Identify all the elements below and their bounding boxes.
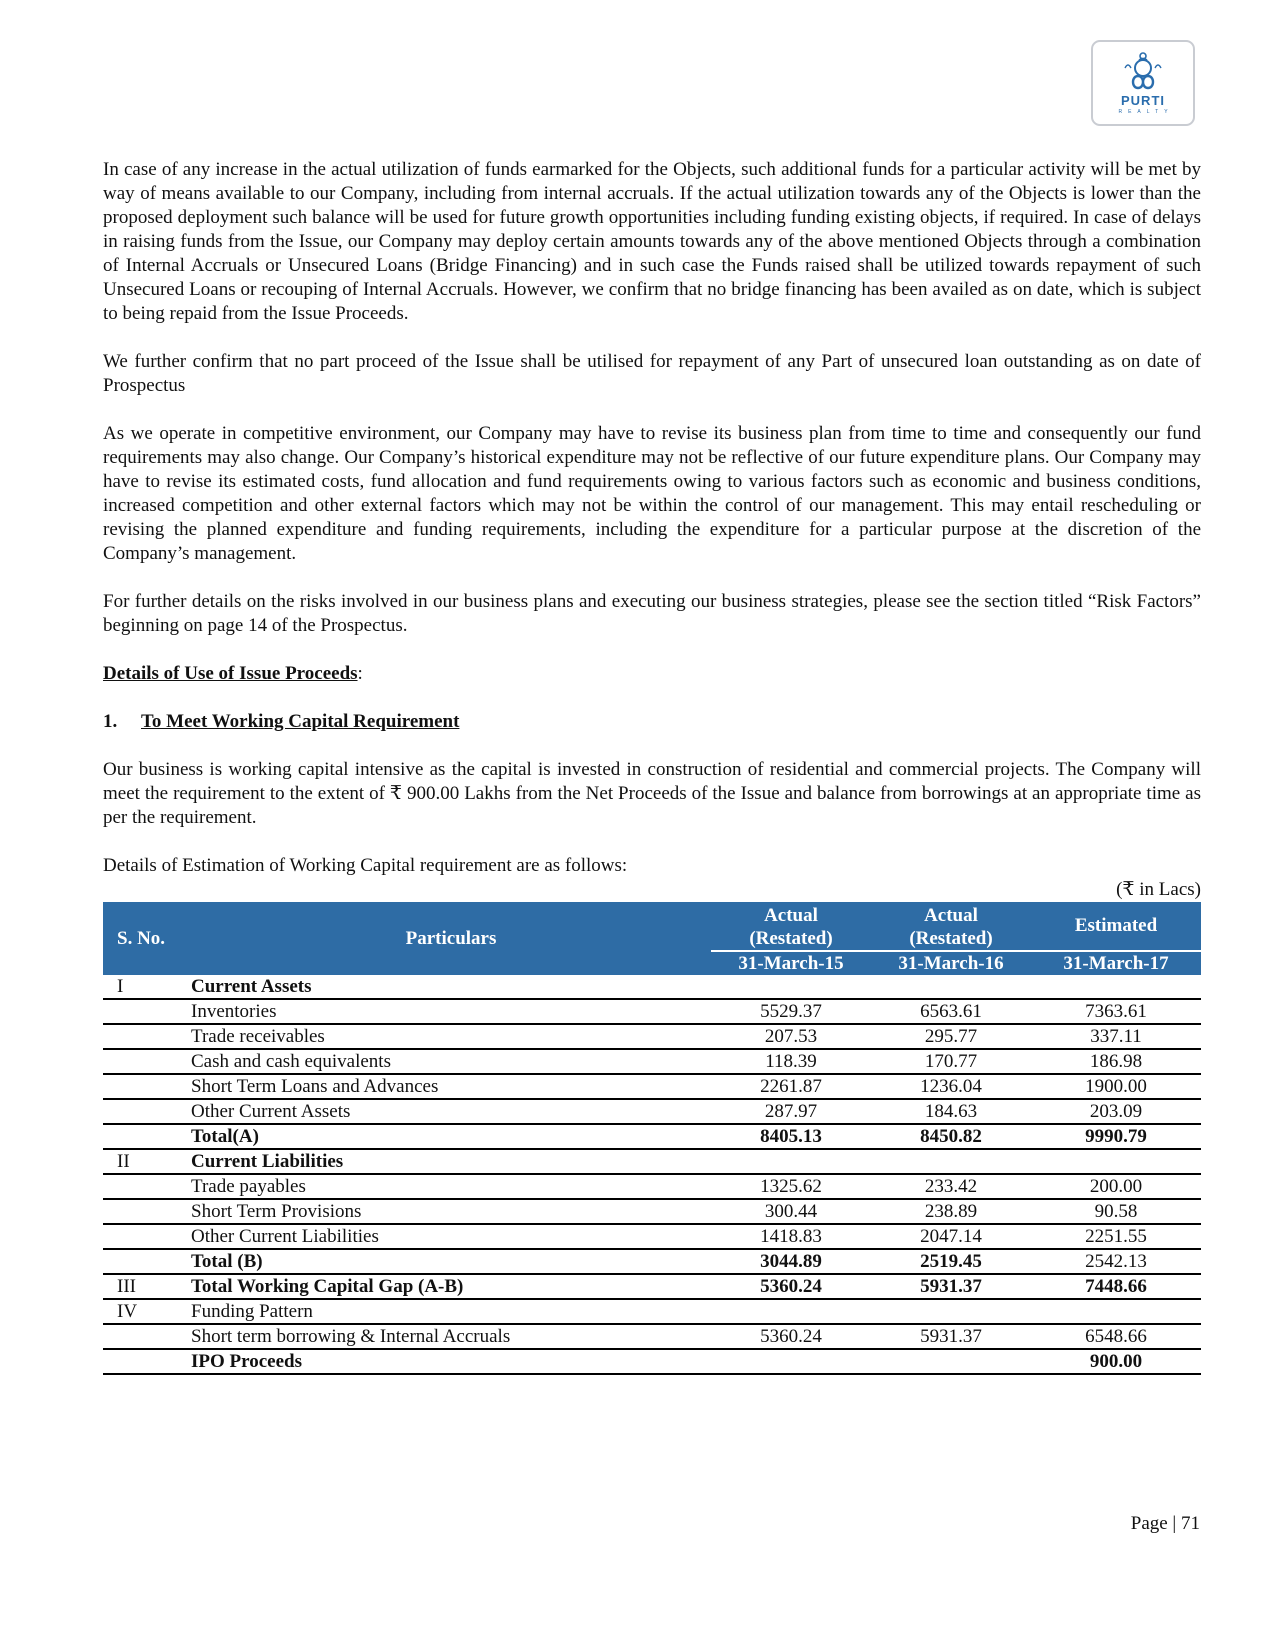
- paragraph-fund-utilization: In case of any increase in the actual utilization of funds earmarked for the Objects, such additional funds for a particular activity will be met by way of means available to our Company, including from internal accruals. If the actual utilization towards any of the Objects is lower than the proposed deployment such balance will be used for future growth opportunities including funding existing objects, if required. In case of delays in raising funds from the Issue, our Company may deploy certain amounts towards any of the above mentioned Objects through a combination of Internal Accruals or Unsecured Loans (Bridge Financing) and in such case the Funds raised shall be utilized towards repayment of such Unsecured Loans or recouping of Internal Accruals. However, we confirm that no bridge financing has been availed as on date, which is subject to being repaid from the Issue Proceeds.: [103, 159, 1201, 324]
- table-row: Trade payables 1325.62 233.42 200.00: [103, 1174, 1201, 1199]
- details-heading-line: Details of Use of Issue Proceeds:: [103, 663, 363, 684]
- page-content: [103, 158, 1201, 1375]
- table-row: Short Term Loans and Advances 2261.87 1236.04 1900.00: [103, 1074, 1201, 1099]
- table-row: IPO Proceeds 900.00: [103, 1349, 1201, 1374]
- table-row: IV Funding Pattern: [103, 1299, 1201, 1324]
- header-particulars: Particulars: [191, 902, 711, 975]
- header-col2-date: 31-March-16: [871, 951, 1031, 975]
- table-row: Short term borrowing & Internal Accruals 5360.24 5931.37 6548.66: [103, 1324, 1201, 1349]
- header-col3: Estimated: [1031, 902, 1201, 951]
- company-logo: [1091, 40, 1195, 126]
- estimation-intro: Details of Estimation of Working Capital requirement are as follows:: [103, 855, 628, 876]
- table-row: Cash and cash equivalents 118.39 170.77 186.98: [103, 1049, 1201, 1074]
- header-sno: S. No.: [103, 902, 191, 975]
- section-heading: [103, 710, 1201, 734]
- purti-infinity-logo-icon: [1117, 48, 1169, 94]
- table-row: Total(A) 8405.13 8450.82 9990.79: [103, 1124, 1201, 1149]
- table-row: Inventories 5529.37 6563.61 7363.61: [103, 999, 1201, 1024]
- page-number: Page | 71: [1130, 1513, 1200, 1534]
- table-row: Other Current Assets 287.97 184.63 203.09: [103, 1099, 1201, 1124]
- table-row: Other Current Liabilities 1418.83 2047.14 2251.55: [103, 1224, 1201, 1249]
- header-col2: Actual (Restated): [871, 902, 1031, 951]
- paragraph-competitive-environment: As we operate in competitive environment, our Company may have to revise its business plan from time to time and consequently our fund requirements may also change. Our Company’s historical expenditure may not be reflective of our future expenditure plans. Our Company may have to revise its estimated costs, fund allocation and fund requirements owing to various factors such as economic and business conditions, increased competition and other external factors which may not be within the control of our management. This may entail rescheduling or revising the planned expenditure and funding requirements, including the expenditure for a particular purpose at the discretion of the Company’s management.: [103, 423, 1201, 564]
- table-row: III Total Working Capital Gap (A-B) 5360.24 5931.37 7448.66: [103, 1274, 1201, 1299]
- table-row: Total (B) 3044.89 2519.45 2542.13: [103, 1249, 1201, 1274]
- logo-sub-text: REALTY: [1118, 109, 1174, 115]
- table-row: Trade receivables 207.53 295.77 337.11: [103, 1024, 1201, 1049]
- details-heading: Details of Use of Issue Proceeds: [103, 663, 358, 684]
- section-number: 1.: [103, 711, 118, 732]
- logo-brand-text: PURTI: [1121, 93, 1165, 108]
- unit-note: (₹ in Lacs): [1116, 879, 1201, 900]
- paragraph-working-capital: Our business is working capital intensive as the capital is invested in construction of residential and commercial projects. The Company will meet the requirement to the extent of ₹ 900.00 Lakhs from the Net Proceeds of the Issue and balance from borrowings at an appropriate time as per the requirement.: [103, 759, 1201, 828]
- header-col1-date: 31-March-15: [711, 951, 871, 975]
- paragraph-risk-factors: For further details on the risks involved in our business plans and executing our business strategies, please see the section titled “Risk Factors” beginning on page 14 of the Prospectus.: [103, 591, 1201, 636]
- working-capital-table: [103, 902, 1201, 1375]
- paragraph-no-repayment: We further confirm that no part proceed of the Issue shall be utilised for repayment of any Part of unsecured loan outstanding as on date of Prospectus: [103, 351, 1201, 396]
- table-row: II Current Liabilities: [103, 1149, 1201, 1174]
- table-row: I Current Assets: [103, 975, 1201, 999]
- header-col1: Actual (Restated): [711, 902, 871, 951]
- section-title: To Meet Working Capital Requirement: [141, 711, 460, 732]
- table-row: Short Term Provisions 300.44 238.89 90.58: [103, 1199, 1201, 1224]
- header-col3-date: 31-March-17: [1031, 951, 1201, 975]
